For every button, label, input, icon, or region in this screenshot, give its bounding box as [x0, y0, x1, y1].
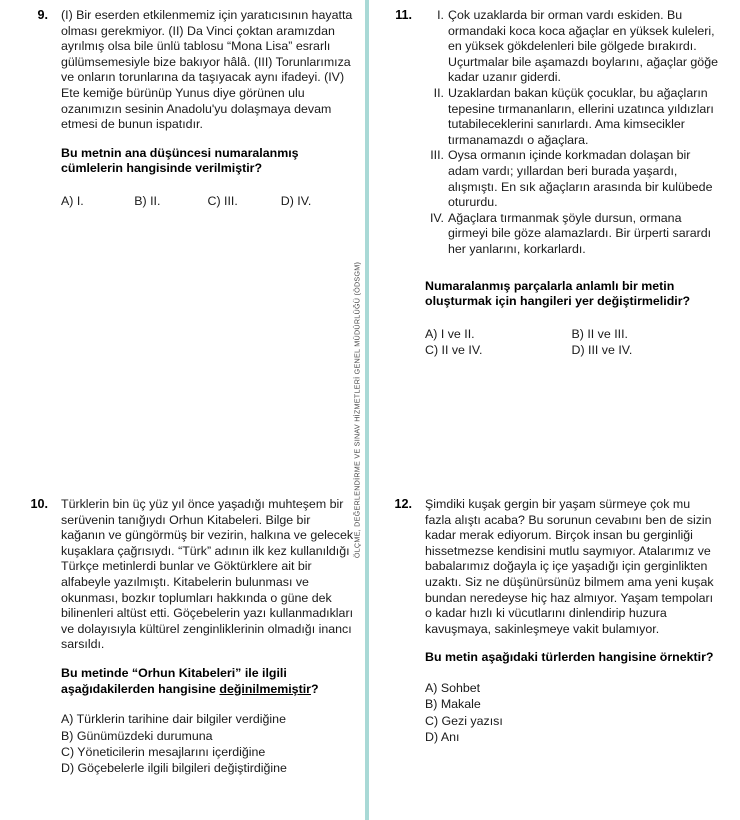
question-11-option-a[interactable]: A) I ve II.: [425, 326, 475, 341]
roman-text-3: Oysa ormanın içinde korkmadan dolaşan bir adam vardı; yıllardan beri burada yaşardı, alışmıştı. En sık ağaçların arasında bir kulübede otururdu.: [448, 148, 713, 210]
question-11-body: [412, 8, 718, 359]
question-12-option-d[interactable]: D) Anı: [425, 730, 460, 745]
question-10-option-d[interactable]: D) Göçebelerle ilgili bilgileri değiştirdiğine: [61, 761, 287, 776]
roman-mark-3: III.: [430, 148, 444, 163]
question-11-option-b[interactable]: B) II ve III.: [571, 326, 628, 341]
roman-text-4: Ağaçlara tırmanmak şöyle dursun, ormana girmeyi bile göze alamazlardı. Bir ürperti sarardı her yanlarını, korkarlardı.: [448, 210, 712, 256]
question-9-head: [14, 8, 354, 209]
roman-mark-2: II.: [433, 85, 444, 100]
roman-item-3: [425, 148, 718, 210]
question-11-stem: Numaralanmış parçalarla anlamlı bir metin oluşturmak için hangileri yer değiştirmelidir?: [425, 278, 691, 309]
question-10-number: 10.: [30, 497, 48, 511]
question-10: [14, 497, 354, 777]
question-12-options: [425, 680, 718, 746]
question-12-passage: Şimdiki kuşak gergin bir yaşam sürmeye çok mu fazla alıştı acaba? Bu sorunun cevabını ben de sizin kadar merak ediyorum. Birçok insan bu gerginliği hissetmezse kendisini mutlu saymıyor. Atalarımız ve babalarımız doğayla iç içe yaşadığı için gerginlikten uzaktı. Siz ne düşünürsünüz bilmem ama yeni kuşak bundan neredeyse hiç haz almıyor. Yaşam tempoları o kadar hızlı ki vücutlarını dinlendirip huzura kavuşmaya, sakinleşmeye vakit bulamıyor.: [425, 497, 714, 636]
question-12-option-b[interactable]: B) Makale: [425, 697, 481, 712]
question-11-option-c[interactable]: C) II ve IV.: [425, 343, 483, 358]
question-11-number: 11.: [395, 8, 412, 22]
question-10-passage: Türklerin bin üç yüz yıl önce yaşadığı muhteşem bir serüvenin tanığıydı Orhun Kitabeleri. Bilge bir kağanın ve güngörmüş bir vezirin, halkına ve gelecek kuşaklara çağrısıydı. “Türk” adının ilk kez kullanıldığı Türkçe metinlerdi bunlar ve Göktürklere ait bir alfabeyle yazılmıştı. Kitabelerin bulunması ve okunması, bozkır toplumları hakkında o güne dek bilinenleri altüst etti. Göçebelerin yazı kullanmadıkları ve dolayısıyla kültürel zenginliklerinin olmadığı inancı sarsıldı.: [61, 497, 354, 652]
question-11-roman-list: [425, 8, 718, 258]
question-9-option-d[interactable]: D) IV.: [280, 193, 312, 208]
question-12-body: [412, 497, 718, 746]
roman-item-1: [425, 8, 718, 86]
question-9-option-c[interactable]: C) III.: [207, 193, 238, 208]
question-12-number: 12.: [394, 497, 412, 511]
question-11-option-d[interactable]: D) III ve IV.: [571, 343, 633, 358]
question-9-stem: Bu metnin ana düşüncesi numaralanmış cümlelerin hangisinde verilmiştir?: [61, 145, 299, 176]
roman-text-1: Çok uzaklarda bir orman vardı eskiden. Bu ormandaki koca koca ağaçlar en yüksek kuleleri, en yüksek gökdelenleri bile gölgede bırakırdı. Uçurtmalar bile aşamazdı boylarını, ağaçlar göğe kadar uzanır giderdi.: [448, 8, 718, 85]
question-10-stem-underlined: değinilmemiştir: [219, 681, 311, 696]
question-10-stem-after: ?: [310, 681, 319, 696]
question-12: [378, 497, 718, 746]
question-10-option-a[interactable]: A) Türklerin tarihine dair bilgiler verdiğine: [61, 712, 286, 727]
roman-item-4: [425, 211, 718, 258]
question-11-options: [425, 326, 718, 359]
roman-item-2: [425, 86, 718, 148]
question-12-head: [378, 497, 718, 746]
watermark-text: ÖLÇME, DEĞERLENDİRME VE SINAV HİZMETLERİ GENEL MÜDÜRLÜĞÜ (ÖDSGM): [352, 261, 362, 559]
question-10-options: [61, 711, 354, 777]
column-divider: [365, 0, 369, 820]
question-11: [378, 8, 718, 359]
question-12-stem: Bu metin aşağıdaki türlerden hangisine örnektir?: [425, 650, 714, 665]
question-9-passage: (I) Bir eserden etkilenmemiz için yaratıcısının hayatta olması gerekmiyor. (II) Da Vinci çoktan aramızdan ayrılmış olsa bile ünlü tablosu “Mona Lisa” esrarlı gülümsemesiyle bize bakıyor hâlâ. (III) Torunlarımıza ve onların torunlarına da taşıyacak aynı ifadeyi. (IV) Ete kemiğe bürünüp Yunus diye görünen ulu ozanımızın sesinin Anadolu'yu dolaşmaya devam etmesi de bunun ispatıdır.: [61, 8, 353, 132]
question-11-head: [378, 8, 718, 359]
question-10-body: [48, 497, 354, 777]
roman-mark-4: IV.: [429, 210, 444, 225]
question-9-option-a[interactable]: A) I.: [61, 193, 84, 208]
question-10-option-b[interactable]: B) Günümüzdeki durumuna: [61, 728, 213, 743]
question-11-options-row-1: [425, 326, 718, 343]
question-9-option-b[interactable]: B) II.: [134, 193, 161, 208]
question-9-body: [48, 8, 354, 209]
roman-mark-1: I.: [437, 8, 444, 22]
question-11-options-row-2: [425, 342, 718, 359]
question-9-number: 9.: [37, 8, 48, 22]
question-12-option-c[interactable]: C) Gezi yazısı: [425, 713, 503, 728]
question-9-options: [61, 193, 354, 209]
question-10-stem: [61, 666, 354, 697]
question-12-option-a[interactable]: A) Sohbet: [425, 680, 481, 695]
question-10-option-c[interactable]: C) Yöneticilerin mesajlarını içerdiğine: [61, 744, 266, 759]
question-10-head: [14, 497, 354, 777]
question-10-stem-before: Bu metinde “Orhun Kitabeleri” ile ilgili aşağıdakilerden hangisine: [61, 665, 287, 696]
question-9: [14, 8, 354, 209]
roman-text-2: Uzaklardan bakan küçük çocuklar, bu ağaçların tepesine tırmananların, ellerini uzatınca yıldızları tutabileceklerini sanırlardı. Ama kimsecikler tırmanamazdı o ağaçlara.: [448, 85, 714, 147]
